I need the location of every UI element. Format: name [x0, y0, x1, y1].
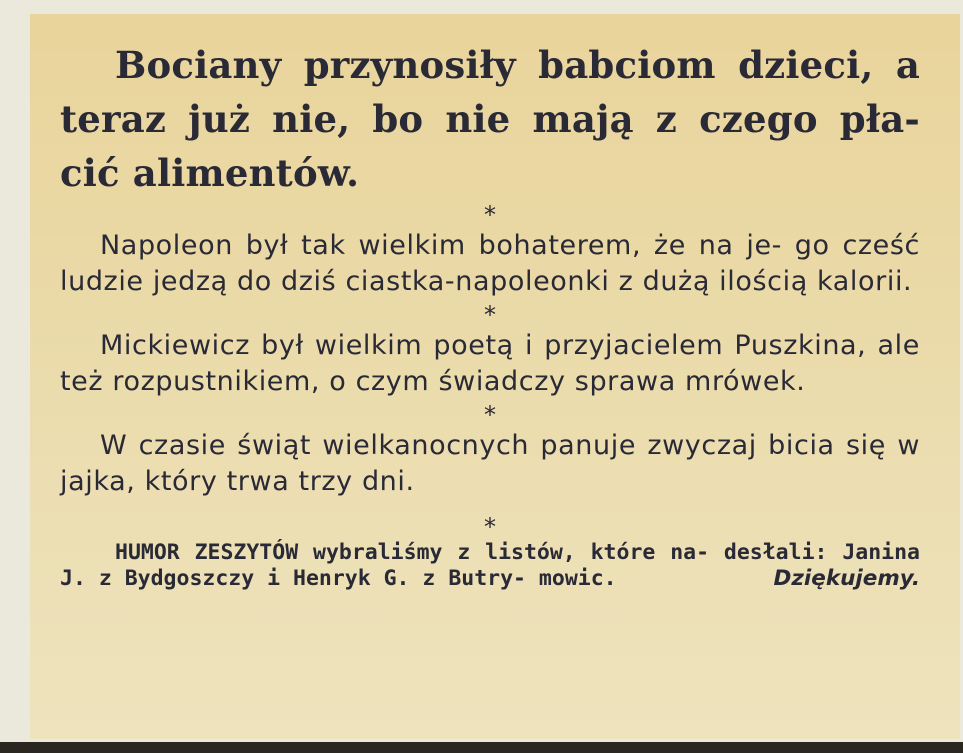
headline-joke: Bociany przynosiły babciom dzieci, a teraz już nie, bo nie mają z czego pła- cić alimentów.	[60, 43, 920, 195]
separator-star-4: *	[484, 513, 496, 541]
joke-easter: W czasie świąt wielkanocnych panuje zwyczaj bicia się w jajka, który trwa trzy dni.	[60, 430, 920, 497]
footer-credits-text: HUMOR ZESZYTÓW wybraliśmy z listów, które na- desłali: Janina J. z Bydgoszczy i Henryk G. z Butry- mowic.	[60, 540, 920, 591]
separator-star-3: *	[484, 401, 496, 429]
footer-credits	[60, 540, 920, 592]
separator-star-1: *	[484, 201, 496, 229]
joke-mickiewicz: Mickiewicz był wielkim poetą i przyjacielem Puszkina, ale też rozpustnikiem, o czym świadczy sprawa mrówek.	[60, 330, 920, 397]
separator-star-2: *	[484, 301, 496, 329]
joke-napoleon: Napoleon był tak wielkim bohaterem, że na je- go cześć ludzie jedzą do dziś ciastka-napoleonki z dużą ilością kalorii.	[60, 230, 920, 297]
footer-thanks: Dziękujemy.	[773, 566, 920, 591]
bottom-border	[0, 742, 963, 753]
article-column	[60, 38, 920, 592]
